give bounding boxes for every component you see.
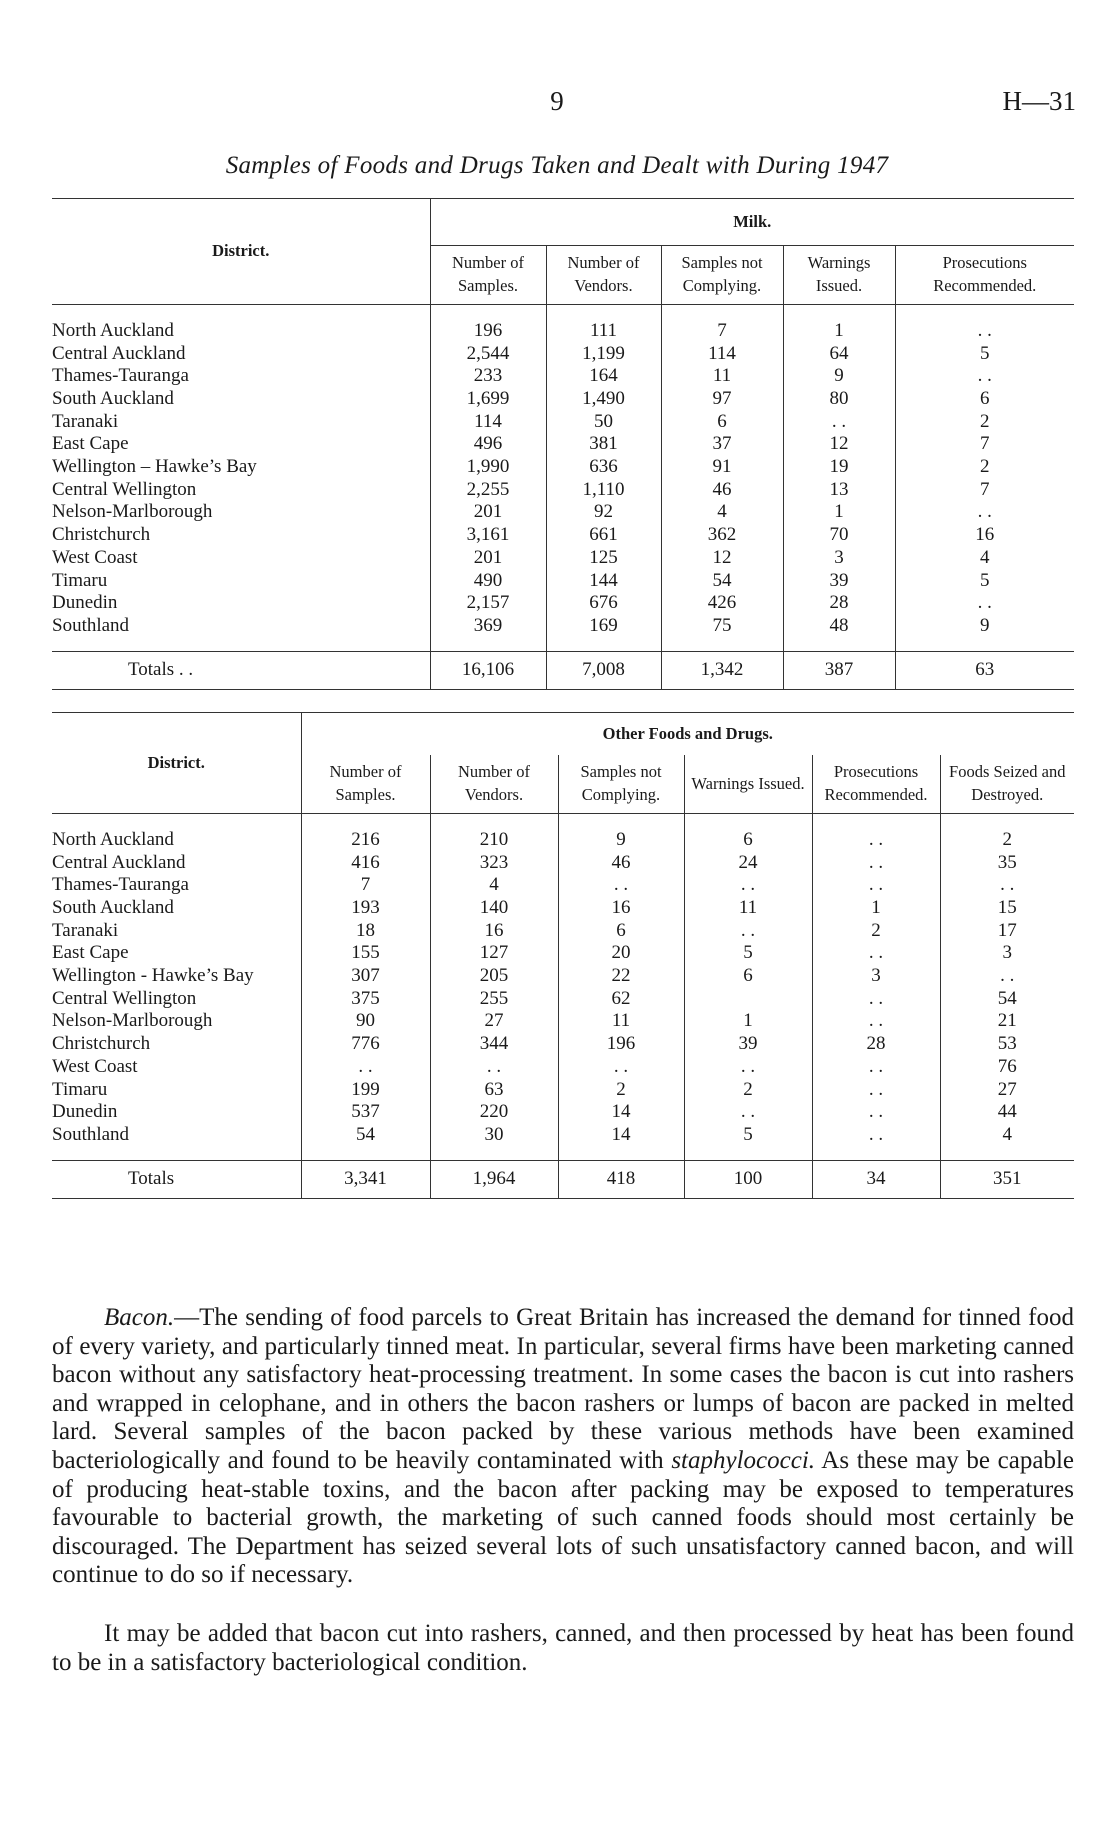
table-cell: 2 — [940, 814, 1074, 852]
table-cell: 114 — [661, 343, 783, 366]
table-cell: . . — [940, 874, 1074, 897]
other-foods-group-header: Other Foods and Drugs. — [301, 713, 1074, 756]
table-cell: 2 — [812, 920, 940, 943]
spacer-cell — [558, 1147, 684, 1161]
district-name: Nelson-Marlborough — [52, 501, 213, 523]
district-name: Dunedin — [52, 1101, 118, 1123]
table-cell: 255 — [430, 988, 558, 1011]
totals-cell: 1,964 — [430, 1161, 558, 1199]
table-row — [52, 615, 1074, 638]
table-cell: 140 — [430, 897, 558, 920]
table-cell: 27 — [940, 1079, 1074, 1102]
table-cell: 80 — [783, 388, 895, 411]
table-row — [52, 1101, 1074, 1124]
table-row — [52, 965, 1074, 988]
table-cell: 125 — [546, 547, 661, 570]
table-cell: . . — [430, 1056, 558, 1079]
table-cell: . . — [558, 874, 684, 897]
table-cell: 676 — [546, 592, 661, 615]
table-cell: 381 — [546, 433, 661, 456]
table-cell: 1,490 — [546, 388, 661, 411]
table-cell: 201 — [430, 547, 546, 570]
table-cell: 205 — [430, 965, 558, 988]
table-cell: 4 — [661, 501, 783, 524]
table-cell: 90 — [301, 1010, 430, 1033]
district-header: District. — [52, 199, 430, 305]
table-cell: 169 — [546, 615, 661, 638]
paragraph-italic-term: staphylococci. — [671, 1446, 816, 1474]
table-cell: . . — [812, 988, 940, 1011]
spacer-row — [52, 1147, 1074, 1161]
district-name: North Auckland — [52, 828, 174, 850]
table-row — [52, 547, 1074, 570]
table-cell: 4 — [940, 1124, 1074, 1147]
table-cell: . . — [783, 411, 895, 434]
table-cell: 54 — [301, 1124, 430, 1147]
table-cell: 210 — [430, 814, 558, 852]
column-header: Foods Seized and Destroyed. — [940, 755, 1074, 814]
table-cell: 537 — [301, 1101, 430, 1124]
table-cell: 54 — [661, 570, 783, 593]
table-cell: 1,699 — [430, 388, 546, 411]
totals-label: Totals — [52, 1161, 301, 1199]
table-cell: 7 — [895, 433, 1074, 456]
totals-cell: 16,106 — [430, 652, 546, 690]
column-header: Warnings Issued. — [684, 755, 812, 814]
table-cell: 15 — [940, 897, 1074, 920]
district-name: Central Wellington — [52, 478, 197, 500]
table-row — [52, 874, 1074, 897]
table-cell: 46 — [558, 852, 684, 875]
table-cell: 2 — [684, 1079, 812, 1102]
spacer-cell — [684, 1147, 812, 1161]
table-cell: 233 — [430, 365, 546, 388]
table-cell: 9 — [895, 615, 1074, 638]
spacer-cell — [812, 1147, 940, 1161]
table-cell: 62 — [558, 988, 684, 1011]
district-name: Wellington - Hawke’s Bay — [52, 965, 254, 987]
spacer-cell — [430, 638, 546, 652]
table-row — [52, 479, 1074, 502]
column-header: Number of Vendors. — [430, 755, 558, 814]
district-name: Nelson-Marlborough — [52, 1010, 213, 1032]
spacer-cell — [546, 638, 661, 652]
column-header: Number of Vendors. — [546, 246, 661, 305]
table-cell: 7 — [301, 874, 430, 897]
table-cell: 97 — [661, 388, 783, 411]
district-name: Taranaki — [52, 410, 119, 432]
spacer-cell — [661, 638, 783, 652]
table-cell: 11 — [558, 1010, 684, 1033]
other-foods-table — [52, 712, 1074, 1199]
table-cell: 75 — [661, 615, 783, 638]
table-cell: 144 — [546, 570, 661, 593]
table-row — [52, 1079, 1074, 1102]
district-name: North Auckland — [52, 319, 174, 341]
table-cell: 14 — [558, 1124, 684, 1147]
table-cell: 53 — [940, 1033, 1074, 1056]
table-cell: 5 — [895, 570, 1074, 593]
table-cell: 416 — [301, 852, 430, 875]
table-cell: 44 — [940, 1101, 1074, 1124]
table-row — [52, 305, 1074, 343]
table-cell: 4 — [430, 874, 558, 897]
table-cell: 16 — [895, 524, 1074, 547]
table-cell: 30 — [430, 1124, 558, 1147]
spacer-cell — [52, 638, 430, 652]
table-cell: 9 — [558, 814, 684, 852]
table-cell: 6 — [558, 920, 684, 943]
table-cell: 323 — [430, 852, 558, 875]
milk-table — [52, 198, 1074, 690]
table-row — [52, 920, 1074, 943]
totals-cell: 351 — [940, 1161, 1074, 1199]
table-cell: . . — [684, 1101, 812, 1124]
table-cell: 196 — [558, 1033, 684, 1056]
table-cell: . . — [895, 501, 1074, 524]
district-name: Wellington – Hawke’s Bay — [52, 456, 257, 478]
table-cell: 46 — [661, 479, 783, 502]
table-cell: 1,990 — [430, 456, 546, 479]
column-header: Prosecutions Recommended. — [895, 246, 1074, 305]
district-name: South Auckland — [52, 387, 174, 409]
district-name: Central Auckland — [52, 851, 186, 873]
table-cell: 2,544 — [430, 343, 546, 366]
followup-paragraph — [52, 1620, 1074, 1677]
table-row — [52, 1033, 1074, 1056]
table-cell: 496 — [430, 433, 546, 456]
table-row — [52, 570, 1074, 593]
spacer-cell — [895, 638, 1074, 652]
table-cell: 70 — [783, 524, 895, 547]
table-row — [52, 897, 1074, 920]
table-cell: 490 — [430, 570, 546, 593]
spacer-cell — [430, 1147, 558, 1161]
paragraph-lead: Bacon. — [104, 1304, 175, 1331]
table-cell: 9 — [783, 365, 895, 388]
district-name: Southland — [52, 614, 130, 636]
table-cell: 13 — [783, 479, 895, 502]
table-cell: . . — [812, 814, 940, 852]
table-cell: . . — [301, 1056, 430, 1079]
table-cell: . . — [812, 1010, 940, 1033]
district-name: West Coast — [52, 546, 138, 568]
other-foods-table-body — [52, 814, 1074, 1161]
paragraph-text: As these may be capable of producing heat-stable toxins, and the bacon after packing may be exposed to temperatures favourable to bacterial growth, the marketing of such canned foods should most certainly be discouraged. The Department has seized several lots of such unsatisfactory canned bacon, and will continue to do so if necessary. — [52, 1446, 1074, 1589]
table-cell: . . — [812, 942, 940, 965]
table-cell: 636 — [546, 456, 661, 479]
district-name: South Auckland — [52, 896, 174, 918]
table-row — [52, 852, 1074, 875]
bacon-paragraph — [52, 1304, 1074, 1590]
totals-cell: 418 — [558, 1161, 684, 1199]
milk-table-body — [52, 305, 1074, 652]
table-cell: 64 — [783, 343, 895, 366]
table-cell: 216 — [301, 814, 430, 852]
table-cell: . . — [895, 592, 1074, 615]
table-cell: 375 — [301, 988, 430, 1011]
table-cell: 127 — [430, 942, 558, 965]
paragraph-text: It may be added that bacon cut into rashers, canned, and then processed by heat has been found to be in a satisfactory bacteriological condition. — [52, 1620, 1074, 1676]
table-cell: . . — [812, 1124, 940, 1147]
table-cell: . . — [812, 874, 940, 897]
spacer-cell — [783, 638, 895, 652]
column-header: Samples not Complying. — [661, 246, 783, 305]
district-name: Timaru — [52, 1078, 108, 1100]
table-cell: 307 — [301, 965, 430, 988]
table-cell: 11 — [684, 897, 812, 920]
table-cell: 1 — [812, 897, 940, 920]
table-cell: . . — [812, 1079, 940, 1102]
table-cell: 28 — [812, 1033, 940, 1056]
table-cell: 776 — [301, 1033, 430, 1056]
table-cell: 76 — [940, 1056, 1074, 1079]
table-cell: 1,110 — [546, 479, 661, 502]
table-cell: 35 — [940, 852, 1074, 875]
table-cell: 18 — [301, 920, 430, 943]
table-row — [52, 592, 1074, 615]
table-cell: 7 — [661, 305, 783, 343]
paragraph-text: —The sending of food parcels to Great Britain has increased the demand for tinned food of every variety, and particularly tinned meat. In particular, several firms have been marketing canned bacon without any satisfactory heat-processing treatment. In some cases the bacon is cut into rashers and wrapped in celophane, and in others the bacon rashers or lumps of bacon are packed in melted lard. Several samples of the bacon packed by these various methods have been examined bacteriologically and found to be heavily contaminated with — [52, 1304, 1074, 1474]
table-cell: 19 — [783, 456, 895, 479]
table-cell: 3,161 — [430, 524, 546, 547]
column-header: Number of Samples. — [430, 246, 546, 305]
table-row — [52, 388, 1074, 411]
table-cell: 3 — [940, 942, 1074, 965]
document-code: H—31 — [1002, 86, 1076, 116]
table-cell — [684, 988, 812, 1011]
table-title: Samples of Foods and Drugs Taken and Dealt with During 1947 — [225, 152, 889, 179]
spacer-cell — [940, 1147, 1074, 1161]
table-cell: 3 — [783, 547, 895, 570]
totals-cell: 3,341 — [301, 1161, 430, 1199]
table-cell: 7 — [895, 479, 1074, 502]
spacer-cell — [301, 1147, 430, 1161]
table-cell: 2 — [895, 411, 1074, 434]
table-cell: 6 — [684, 814, 812, 852]
table-cell: 196 — [430, 305, 546, 343]
table-cell: 5 — [895, 343, 1074, 366]
totals-cell: 100 — [684, 1161, 812, 1199]
totals-cell: 63 — [895, 652, 1074, 690]
table-cell: 201 — [430, 501, 546, 524]
table-cell: 20 — [558, 942, 684, 965]
table-cell: 3 — [812, 965, 940, 988]
district-name: West Coast — [52, 1055, 138, 1077]
table-cell: 21 — [940, 1010, 1074, 1033]
table-row — [52, 814, 1074, 852]
table-cell: . . — [684, 1056, 812, 1079]
table-cell: 22 — [558, 965, 684, 988]
table-row — [52, 456, 1074, 479]
table-cell: . . — [684, 920, 812, 943]
column-header: Prosecutions Recommended. — [812, 755, 940, 814]
totals-cell: 34 — [812, 1161, 940, 1199]
district-name: East Cape — [52, 433, 129, 455]
totals-label: Totals . . — [52, 652, 430, 690]
table-cell: 1 — [684, 1010, 812, 1033]
table-row — [52, 1056, 1074, 1079]
table-row — [52, 365, 1074, 388]
table-cell: 1 — [783, 501, 895, 524]
table-cell: 50 — [546, 411, 661, 434]
table-row — [52, 433, 1074, 456]
table-row — [52, 524, 1074, 547]
table-cell: 24 — [684, 852, 812, 875]
table-cell: 14 — [558, 1101, 684, 1124]
table-cell: 5 — [684, 1124, 812, 1147]
table-cell: 2 — [895, 456, 1074, 479]
table-cell: 164 — [546, 365, 661, 388]
table-cell: . . — [895, 365, 1074, 388]
district-name: Southland — [52, 1123, 130, 1145]
table-row — [52, 501, 1074, 524]
table-row — [52, 1124, 1074, 1147]
table-cell: . . — [812, 1101, 940, 1124]
table-cell: . . — [684, 874, 812, 897]
district-name: Taranaki — [52, 919, 119, 941]
table-cell: 193 — [301, 897, 430, 920]
district-name: Christchurch — [52, 1033, 151, 1055]
table-cell: 155 — [301, 942, 430, 965]
column-header: Samples not Complying. — [558, 755, 684, 814]
table-cell: . . — [558, 1056, 684, 1079]
table-cell: 39 — [684, 1033, 812, 1056]
table-cell: 16 — [558, 897, 684, 920]
table-row — [52, 988, 1074, 1011]
table-cell: 63 — [430, 1079, 558, 1102]
table-cell: 39 — [783, 570, 895, 593]
table-cell: 54 — [940, 988, 1074, 1011]
table-cell: 17 — [940, 920, 1074, 943]
totals-cell: 1,342 — [661, 652, 783, 690]
table-cell: 220 — [430, 1101, 558, 1124]
table-row — [52, 411, 1074, 434]
table-cell: . . — [812, 852, 940, 875]
table-cell: . . — [895, 305, 1074, 343]
table-cell: 1 — [783, 305, 895, 343]
table-cell: . . — [812, 1056, 940, 1079]
table-cell: 199 — [301, 1079, 430, 1102]
table-cell: 6 — [895, 388, 1074, 411]
table-cell: 28 — [783, 592, 895, 615]
table-cell: 1,199 — [546, 343, 661, 366]
district-name: Thames-Tauranga — [52, 365, 189, 387]
column-header: Warnings Issued. — [783, 246, 895, 305]
table-cell: 11 — [661, 365, 783, 388]
table-row — [52, 343, 1074, 366]
district-name: Timaru — [52, 569, 108, 591]
totals-cell: 7,008 — [546, 652, 661, 690]
spacer-row — [52, 638, 1074, 652]
spacer-cell — [52, 1147, 301, 1161]
table-cell: 111 — [546, 305, 661, 343]
table-cell: 4 — [895, 547, 1074, 570]
table-cell: 92 — [546, 501, 661, 524]
table-cell: 5 — [684, 942, 812, 965]
table-cell: 91 — [661, 456, 783, 479]
district-name: Christchurch — [52, 524, 151, 546]
table-cell: 12 — [783, 433, 895, 456]
table-cell: 369 — [430, 615, 546, 638]
district-name: Central Wellington — [52, 987, 197, 1009]
district-name: East Cape — [52, 942, 129, 964]
table-cell: 37 — [661, 433, 783, 456]
table-cell: 27 — [430, 1010, 558, 1033]
district-header: District. — [52, 713, 301, 814]
table-cell: 6 — [684, 965, 812, 988]
table-cell: 2,157 — [430, 592, 546, 615]
district-name: Dunedin — [52, 592, 118, 614]
table-cell: 2 — [558, 1079, 684, 1102]
table-cell: 2,255 — [430, 479, 546, 502]
table-cell: 362 — [661, 524, 783, 547]
table-row — [52, 942, 1074, 965]
table-cell: 426 — [661, 592, 783, 615]
table-cell: 6 — [661, 411, 783, 434]
page-number: 9 — [550, 86, 564, 116]
table-cell: . . — [940, 965, 1074, 988]
totals-cell: 387 — [783, 652, 895, 690]
table-cell: 16 — [430, 920, 558, 943]
district-name: Central Auckland — [52, 342, 186, 364]
table-cell: 661 — [546, 524, 661, 547]
table-row — [52, 1010, 1074, 1033]
table-cell: 48 — [783, 615, 895, 638]
milk-group-header: Milk. — [430, 199, 1074, 246]
district-name: Thames-Tauranga — [52, 874, 189, 896]
column-header: Number of Samples. — [301, 755, 430, 814]
table-cell: 114 — [430, 411, 546, 434]
table-cell: 12 — [661, 547, 783, 570]
table-cell: 344 — [430, 1033, 558, 1056]
